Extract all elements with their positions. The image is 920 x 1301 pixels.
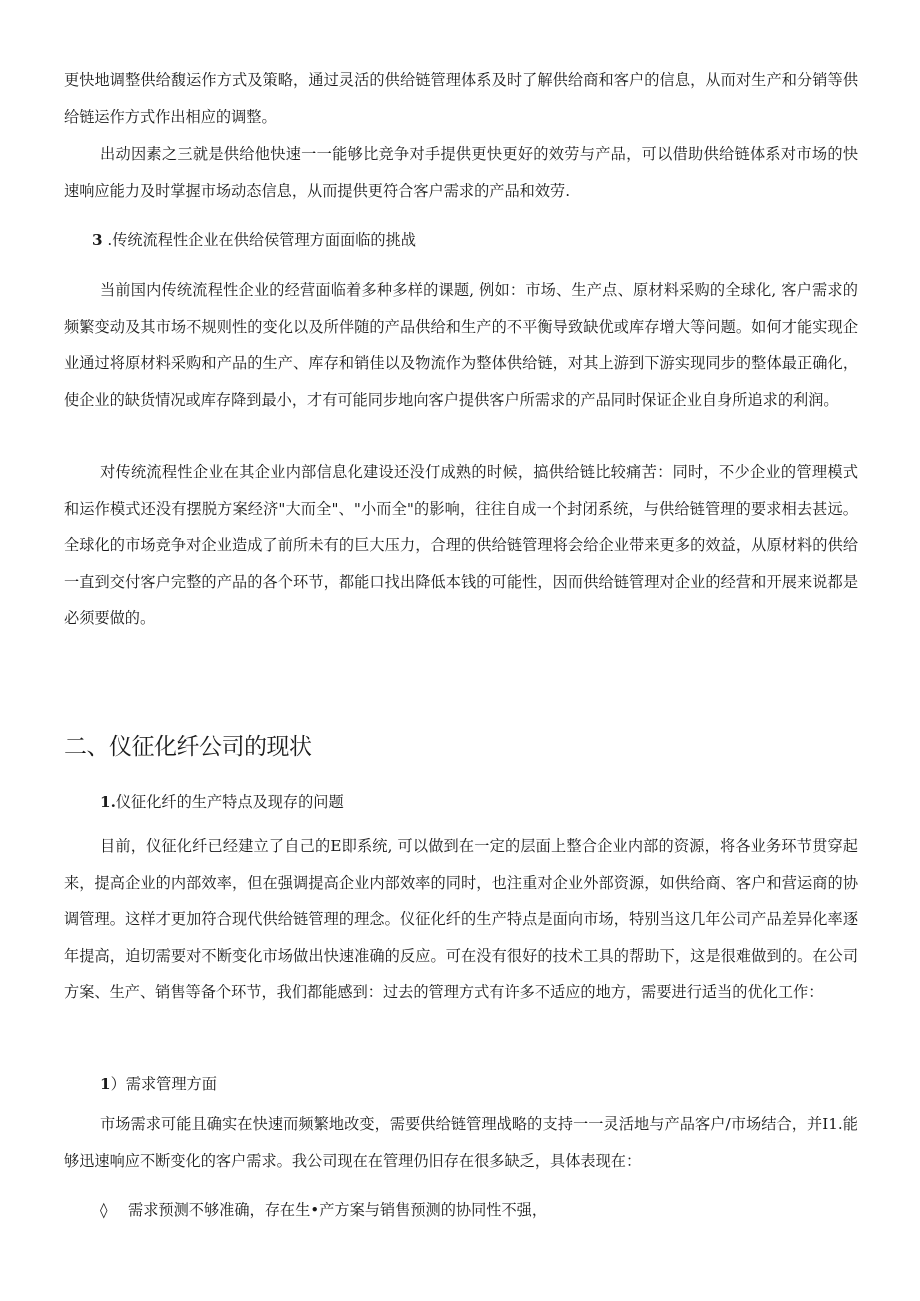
paragraph-erp-system: 目前，仪征化纤已经建立了自己的E即系统, 可以做到在一定的层面上整合企业内部的资源，将各业务环节贯穿起来，提高企业的内部效率，但在强调提高企业内部效率的同时，也注重对企业外部资源，如供给商、客户和营运商的协调管理。这样才更加符合现代供给链管理的理念。仪征化纤的生产特点是面向市场，特别当这几年公司产品差异化率逐年提高，迫切需要对不断变化市场做出快速准确的反应。可在没有很好的技术工具的帮助下，这是很难做到的。在公司方案、生产、销售等备个环节，我们都能感到：过去的管理方式有许多不适应的地方，需要进行适当的优化工作： xyxy=(64,837,858,1001)
subheading-challenges xyxy=(92,228,416,252)
paragraph-informatization: 对传统流程性企业在其企业内部信息化建设还没仃成熟的时候，搞供给链比较痛苦：同时，不少企业的管理模式和运作模式还没有摆脱方案经济"大而全"、"小而全"的影响，往往自成一个封闭系统，与供给链管理的要求相去甚远。全球化的市场竞争对企业造成了前所未有的巨大压力，合理的供给链管理将会给企业带来更多的效益，从原材料的供给一直到交付客户完整的产品的各个环节，都能口找出降低本钱的可能性，因而供给链管理对企业的经营和开展来说都是必须要做的。 xyxy=(64,463,858,627)
subheading-text: .传统流程性企业在供给侯管理方面面临的挑战 xyxy=(102,231,416,249)
subheading-number: 3 xyxy=(92,231,103,249)
section-title-yizheng-status: 二、仪征化纤公司的现状 xyxy=(64,734,312,760)
subheading-number: 1 xyxy=(100,1075,111,1093)
diamond-bullet-icon: ◊ xyxy=(100,1201,108,1219)
list-item-text: 需求预测不够准确，存在生•产方案与销售预测的协同性不强， xyxy=(128,1201,548,1219)
list-item-demand-forecast xyxy=(100,1198,547,1222)
paragraph-domestic-enterprises: 当前国内传统流程性企业的经营面临着多种多样的课题, 例如：市场、生产点、原材料采购的全球化, 客户需求的频繁变动及其市场不规则性的变化以及所伴随的产品供给和生产的不平衡导致缺优或库存增大等问题。如何才能实现企业通过将原材料采购和产品的生产、库存和销佳以及物流作为整体供给链，对其上游到下游实现同步的整体最正确化，使企业的缺货情况或库存降到最小，才有可能同步地向客户提供客户所需求的产品同时保证企业自身所追求的利润。 xyxy=(64,281,858,409)
paragraph-supply-chain-adjust: 更快地调整供给馥运作方式及策略，通过灵活的供给链管理体系及时了解供给商和客户的信息，从而对生产和分销等供给链运作方式作出相应的调整。 xyxy=(64,71,858,126)
paragraph-market-demand: 市场需求可能且确实在快速而频繁地改变，需要供给链管理战略的支持一一灵活地与产品客户/市场结合，并I1.能够迅速响应不断变化的客户需求。我公司现在在管理仍旧存在很多缺乏，具体表现在： xyxy=(64,1115,858,1170)
subheading-demand-management xyxy=(100,1072,217,1096)
subheading-production-features xyxy=(100,790,344,814)
subheading-number: 1. xyxy=(100,793,116,811)
subheading-text: 仪征化纤的生产特点及现存的问题 xyxy=(115,793,344,811)
paragraph-driving-factor-three: 出动因素之三就是供给他快速一一能够比竞争对手提供更快更好的效劳与产品，可以借助供给链体系对市场的快速响应能力及时掌握市场动态信息，从而提供更符合客户需求的产品和效劳. xyxy=(64,145,858,200)
subheading-text: ）需求管理方面 xyxy=(110,1075,217,1093)
